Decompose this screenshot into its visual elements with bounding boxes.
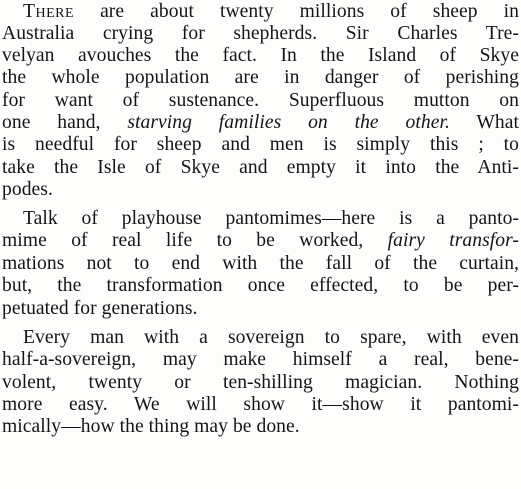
text-line xyxy=(2,372,519,395)
text-line xyxy=(2,230,519,253)
text-line xyxy=(2,298,519,321)
text-line xyxy=(2,67,519,90)
text-line xyxy=(2,90,519,113)
text-line xyxy=(2,394,519,417)
text-span: volent, twenty or ten-shilling magician. Nothing xyxy=(2,372,519,393)
text-span: mime of real life to be worked, xyxy=(2,230,388,251)
text-span: is needful for sheep and men is simply this ; to xyxy=(2,134,519,155)
text-line xyxy=(2,157,519,180)
italic-span: fairy transfor- xyxy=(387,230,519,251)
text-line xyxy=(2,416,519,439)
text-line xyxy=(23,1,519,24)
text-span: What xyxy=(449,112,519,133)
text-span: podes. xyxy=(2,179,53,200)
text-span: half-a-sovereign, may make himself a real, bene- xyxy=(2,349,519,370)
text-span: Australia crying for shepherds. Sir Charles Tre- xyxy=(2,23,519,44)
text-span: one hand, xyxy=(2,112,128,133)
text-line xyxy=(2,179,519,202)
text-line xyxy=(2,253,519,276)
text-line xyxy=(23,208,519,231)
text-span: but, the transformation once effected, to be per- xyxy=(2,275,519,296)
text-line xyxy=(2,349,519,372)
text-line xyxy=(2,23,519,46)
text-span: mations not to end with the fall of the curtain, xyxy=(2,253,519,274)
text-span: take the Isle of Skye and empty it into the Anti- xyxy=(2,157,519,178)
text-span: Every man with a sovereign to spare, with even xyxy=(23,327,519,348)
text-span: for want of sustenance. Superfluous mutton on xyxy=(2,90,519,111)
text-line xyxy=(2,275,519,298)
text-span: more easy. We will show it—show it pantomi- xyxy=(2,394,519,415)
opening-small-caps-word: There xyxy=(23,1,75,22)
text-span: are about twenty millions of sheep in xyxy=(74,1,519,22)
text-span: petuated for generations. xyxy=(2,298,198,319)
text-span: the whole population are in danger of perishing xyxy=(2,67,519,88)
text-span: Talk of playhouse pantomimes—here is a panto- xyxy=(23,208,519,229)
text-span: mically—how the thing may be done. xyxy=(2,416,300,437)
text-line xyxy=(2,45,519,68)
text-line xyxy=(2,134,519,157)
text-line xyxy=(2,112,519,135)
text-line xyxy=(23,327,519,350)
italic-span: starving families on the other. xyxy=(127,112,450,133)
text-span: velyan avouches the fact. In the Island of Skye xyxy=(2,45,519,66)
